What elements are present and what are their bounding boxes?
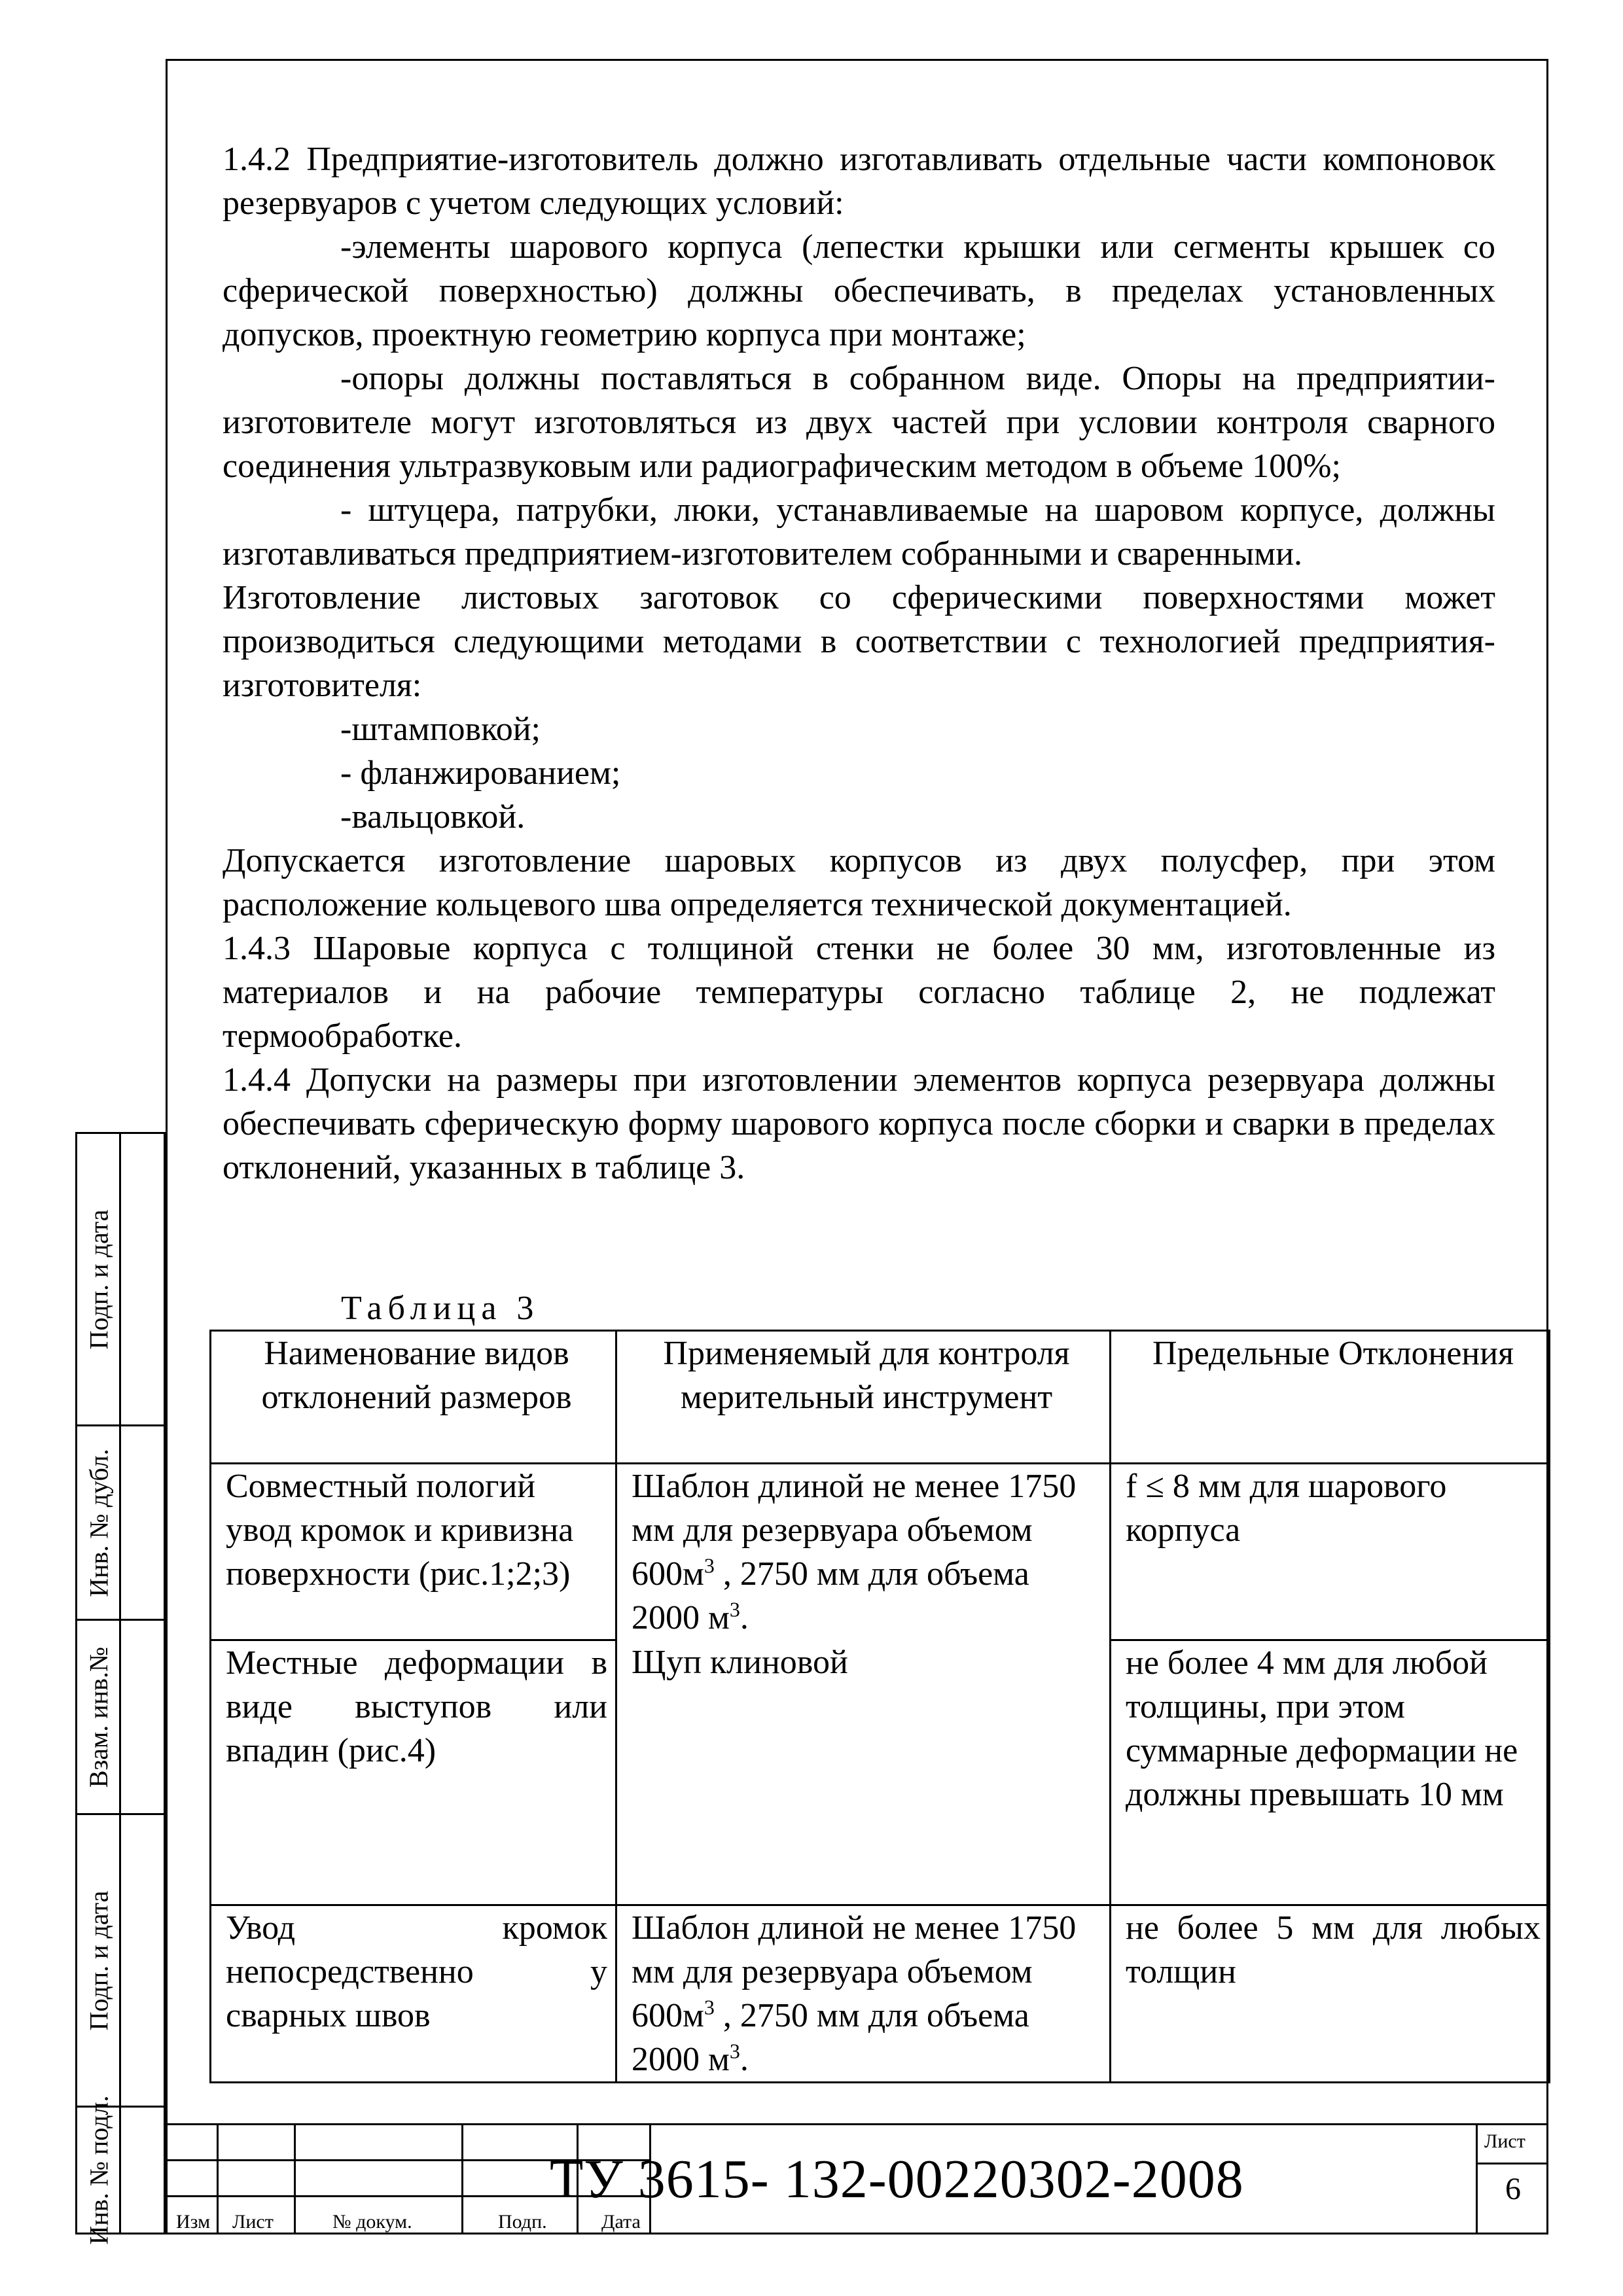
tb-label-docnum: № докум. [332, 2211, 412, 2233]
side-label: Подп. и дата [84, 1890, 114, 2030]
paragraph: - штуцера, патрубки, люки, устанавливаемые на шаровом корпусе, должны изготавливаться предприятием-изготовителем собранными и сваренными. [223, 491, 1495, 573]
paragraph: 1.4.4 Допуски на размеры при изготовлении элементов корпуса резервуара должны обеспечивать сферическую форму шарового корпуса после сборки и сварки в пределах отклонений, указанных в таблице 3. [223, 1061, 1495, 1186]
table-header-row [211, 1331, 1550, 1464]
cell-limit: не более 5 мм для любых толщин [1111, 1905, 1550, 2083]
cell-deviation: Местные деформации в виде выступов или впадин (рис.4) [211, 1640, 616, 1905]
table-caption: Таблица 3 [341, 1290, 540, 1327]
table-row [211, 1464, 1550, 1640]
cell-deviation: Увод кромок непосредственно у сварных швов [211, 1905, 616, 2083]
cell-instrument [616, 1464, 1111, 1640]
instrument-text: . [740, 2041, 749, 2078]
tolerance-table [209, 1330, 1550, 2083]
cell-limit: f ≤ 8 мм для шарового корпуса [1111, 1464, 1550, 1640]
tb-label-izm: Изм [176, 2211, 211, 2233]
instrument-text: , 2750 мм для объема 2000 м [632, 1555, 1029, 1636]
superscript: 3 [729, 2039, 740, 2063]
cell-limit: не более 4 мм для любой толщины, при этом суммарные деформации не должны превышать 10 мм [1111, 1640, 1550, 1905]
sheet-number: 6 [1505, 2172, 1521, 2206]
side-label: Подп. и дата [84, 1209, 114, 1349]
cell-deviation: Совместный пологий увод кромок и кривизна поверхности (рис.1;2;3) [211, 1464, 616, 1640]
tb-label-list: Лист [232, 2211, 274, 2233]
paragraph: 1.4.2 Предприятие-изготовитель должно изготавливать отдельные части компоновок резервуаров с учетом следующих условий: [223, 141, 1495, 222]
side-label: Взам. инв.№ [84, 1646, 114, 1788]
sheet-label: Лист [1484, 2130, 1525, 2152]
side-label: Инв. № дубл. [84, 1448, 114, 1597]
tb-label-sign: Подп. [498, 2211, 547, 2233]
paragraph: Допускается изготовление шаровых корпусов из двух полусфер, при этом расположение кольцевого шва определяется технической документацией. [223, 842, 1495, 923]
side-strip [75, 1132, 166, 2245]
instrument-text: . [740, 1599, 749, 1636]
table-row [211, 1905, 1550, 2083]
body-text [223, 137, 1495, 1190]
list-item: - фланжированием; [340, 754, 621, 792]
instrument-text: Шаблон длиной не менее 1750 мм для резервуара объемом 600м [632, 1468, 1077, 1593]
superscript: 3 [729, 1597, 740, 1621]
cell-instrument: Щуп клиновой [616, 1640, 1111, 1905]
list-item: -вальцовкой. [340, 798, 526, 836]
paragraph: 1.4.3 Шаровые корпуса с толщиной стенки не более 30 мм, изготовленные из материалов и на рабочие температуры согласно таблице 2, не подлежат термообработке. [223, 930, 1495, 1055]
header-deviation: Наименование видов отклонений размеров [211, 1331, 616, 1464]
side-label: Инв. № подл. [84, 2095, 114, 2245]
cell-instrument [616, 1905, 1111, 2083]
instrument-text: Шаблон длиной не менее 1750 мм для резервуара объемом 600м [632, 1909, 1077, 2034]
document-code: ТУ 3615- 132-00220302-2008 [550, 2149, 1244, 2210]
superscript: 3 [704, 1553, 715, 1578]
header-instrument: Применяемый для контроля мерительный инструмент [616, 1331, 1111, 1464]
instrument-text: , 2750 мм для объема 2000 м [632, 1997, 1029, 2078]
table-row [211, 1640, 1550, 1905]
superscript: 3 [704, 1995, 715, 2019]
paragraph: -элементы шарового корпуса (лепестки крышки или сегменты крышек со сферической поверхностью) должны обеспечивать, в пределах установленных допусков, проектную геометрию корпуса при монтаже; [223, 228, 1495, 353]
list-item: -штамповкой; [340, 711, 541, 748]
paragraph: Изготовление листовых заготовок со сферическими поверхностями может производиться следующими методами в соответствии с технологией предприятия-изготовителя: [223, 579, 1495, 704]
header-limit: Предельные Отклонения [1111, 1331, 1550, 1464]
tb-label-date: Дата [601, 2211, 641, 2233]
paragraph: -опоры должны поставляться в собранном виде. Опоры на предприятии-изготовителе могут изготовляться из двух частей при условии контроля сварного соединения ультразвуковым или радиографическим методом в объеме 100%; [223, 360, 1495, 485]
